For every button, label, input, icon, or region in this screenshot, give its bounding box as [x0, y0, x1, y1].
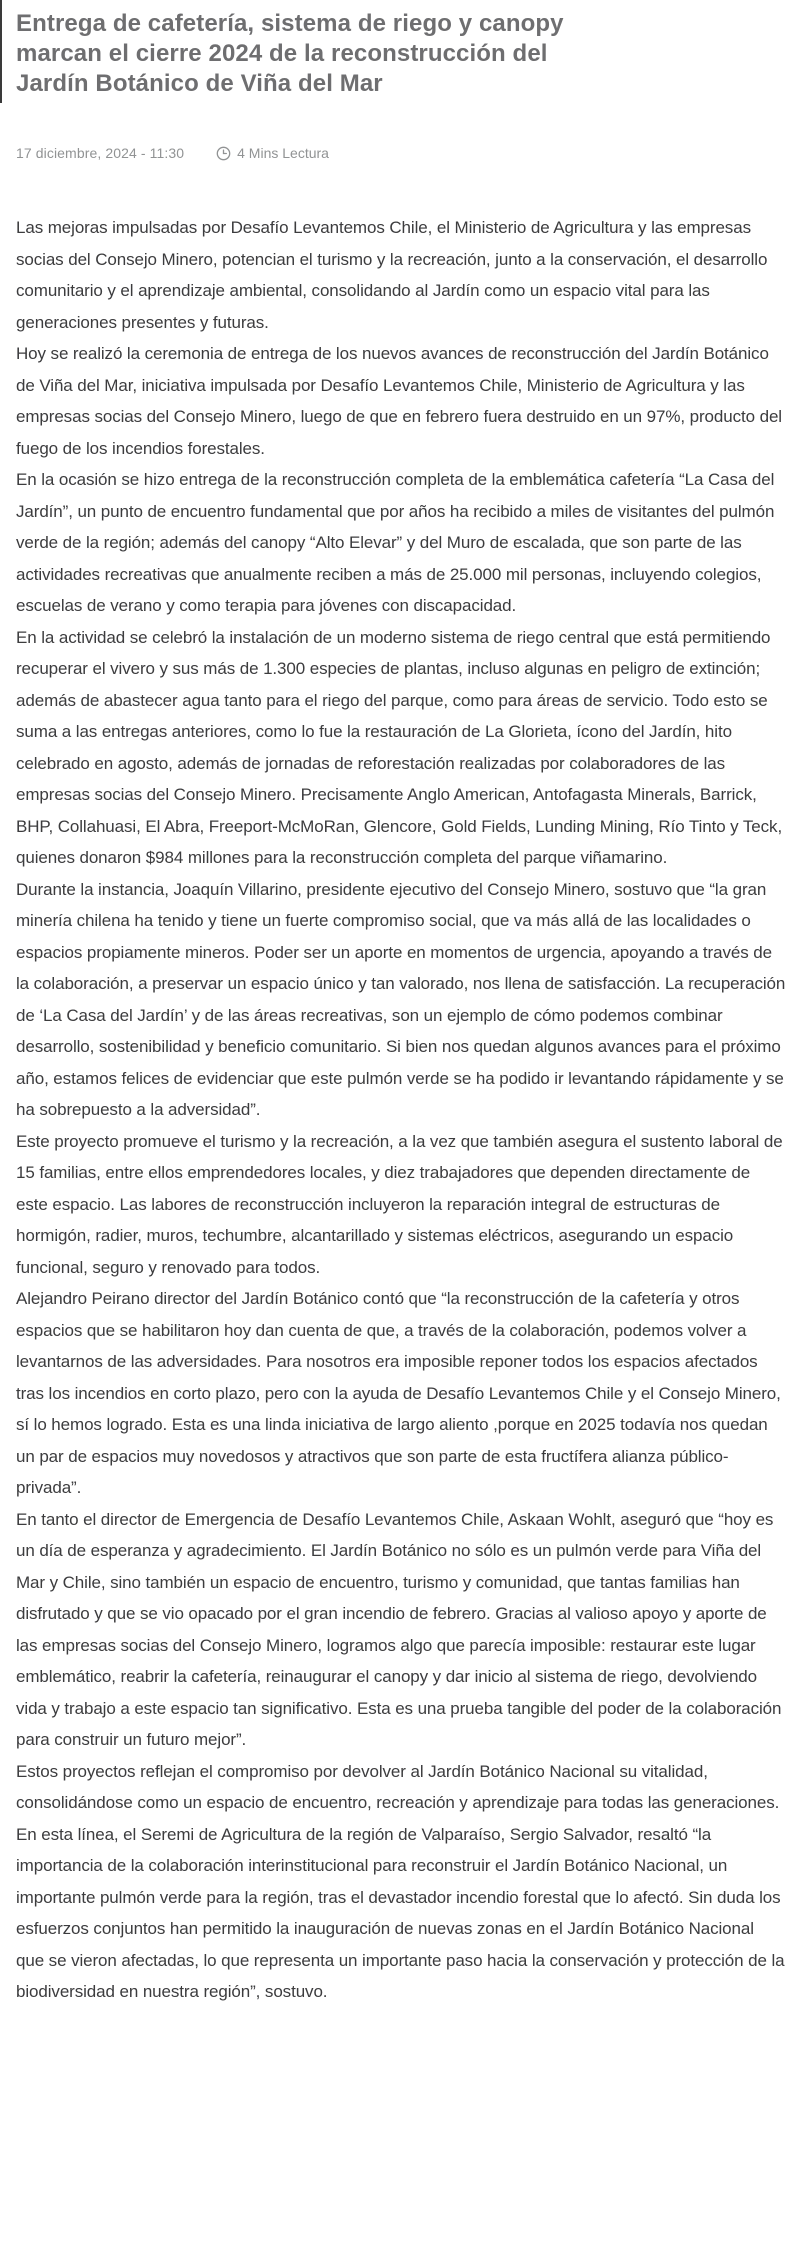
article-paragraph: Este proyecto promueve el turismo y la recreación, a la vez que también asegura el sustento laboral de 15 familias, entre ellos emprendedores locales, y diez trabajadores que dependen directamente de este espacio. Las labores de reconstrucción incluyeron la reparación integral de estructuras de hormigón, radier, muros, techumbre, alcantarillado y sistemas eléctricos, asegurando un espacio funcional, seguro y renovado para todos. [16, 1131, 783, 1277]
article-paragraph: Estos proyectos reflejan el compromiso por devolver al Jardín Botánico Nacional su vitalidad, consolidándose como un espacio de encuentro, recreación y aprendizaje para todas las generaciones. En esta línea, el Seremi de Agricultura de la región de Valparaíso, Sergio Salvador, resaltó “la importancia de la colaboración interinstitucional para reconstruir el Jardín Botánico Nacional, un importante pulmón verde para la región, tras el devastador incendio forestal que lo afectó. Sin duda los esfuerzos conjuntos han permitido la inauguración de nuevas zonas en el Jardín Botánico Nacional que se vieron afectadas, lo que representa un importante paso hacia la conservación y protección de la biodiversidad en nuestra región”, sostuvo. [16, 1761, 785, 2001]
read-time [216, 145, 329, 161]
article-paragraph: En la ocasión se hizo entrega de la reconstrucción completa de la emblemática cafetería “La Casa del Jardín”, un punto de encuentro fundamental que por años ha recibido a miles de visitantes del pulmón verde de la región; además del canopy “Alto Elevar” y del Muro de escalada, que son parte de las actividades recreativas que anualmente reciben a más de 25.000 mil personas, incluyendo colegios, escuelas de verano y como terapia para jóvenes con discapacidad. [16, 470, 775, 615]
left-edge-line [0, 0, 2, 103]
article-paragraph: Las mejoras impulsadas por Desafío Levantemos Chile, el Ministerio de Agricultura y las empresas socias del Consejo Minero, potencian el turismo y la recreación, junto a la conservación, el desarrollo comunitario y el aprendizaje ambiental, consolidando al Jardín como un espacio vital para las generaciones presentes y futuras. [16, 218, 768, 332]
article-body [16, 212, 786, 2008]
publish-date: 17 diciembre, 2024 - 11:30 [16, 145, 185, 161]
clock-icon [216, 146, 231, 161]
article-title: Entrega de cafetería, sistema de riego y canopy marcan el cierre 2024 de la reconstrucción del Jardín Botánico de Viña del Mar [16, 10, 564, 97]
article-paragraph: Hoy se realizó la ceremonia de entrega de los nuevos avances de reconstrucción del Jardín Botánico de Viña del Mar, iniciativa impulsada por Desafío Levantemos Chile, Ministerio de Agricultura y las empresas socias del Consejo Minero, luego de que en febrero fuera destruido en un 97%, producto del fuego de los incendios forestales. [16, 344, 782, 458]
article-meta [16, 144, 786, 162]
article-paragraph: En la actividad se celebró la instalación de un moderno sistema de riego central que está permitiendo recuperar el vivero y sus más de 1.300 especies de plantas, incluso algunas en peligro de extinción; además de abastecer agua tanto para el riego del parque, como para áreas de servicio. Todo esto se suma a las entregas anteriores, como lo fue la restauración de La Glorieta, ícono del Jardín, hito celebrado en agosto, además de jornadas de reforestación realizadas por colaboradores de las empresas socias del Consejo Minero. Precisamente Anglo American, Antofagasta Minerals, Barrick, BHP, Collahuasi, El Abra, Freeport-McMoRan, Glencore, Gold Fields, Lunding Mining, Río Tinto y Teck, quienes donaron $984 millones para la reconstrucción completa del parque viñamarino. [16, 627, 783, 867]
article-paragraph: En tanto el director de Emergencia de Desafío Levantemos Chile, Askaan Wohlt, aseguró que “hoy es un día de esperanza y agradecimiento. El Jardín Botánico no sólo es un pulmón verde para Viña del Mar y Chile, sino también un espacio de encuentro, turismo y comunidad, que tantas familias han disfrutado y que se vio opacado por el gran incendio de febrero. Gracias al valioso apoyo y aporte de las empresas socias del Consejo Minero, logramos algo que parecía imposible: restaurar este lugar emblemático, reabrir la cafetería, reinaugurar el canopy y dar inicio al sistema de riego, devolviendo vida y trabajo a este espacio tan significativo. Esta es una prueba tangible del poder de la colaboración para construir un futuro mejor”. [16, 1509, 782, 1749]
article-paragraph: Durante la instancia, Joaquín Villarino, presidente ejecutivo del Consejo Minero, sostuvo que “la gran minería chilena ha tenido y tiene un fuerte compromiso social, que va más allá de las localidades o espacios propiamente mineros. Poder ser un aporte en momentos de urgencia, apoyando a través de la colaboración, a preservar un espacio único y tan valorado, nos llena de satisfacción. La recuperación de ‘La Casa del Jardín’ y de las áreas recreativas, son un ejemplo de cómo podemos combinar desarrollo, sostenibilidad y beneficio comunitario. Si bien nos quedan algunos avances para el próximo año, estamos felices de evidenciar que este pulmón verde se ha podido ir levantando rápidamente y se ha sobrepuesto a la adversidad”. [16, 879, 786, 1119]
read-time-label: 4 Mins Lectura [237, 145, 329, 161]
article-paragraph: Alejandro Peirano director del Jardín Botánico contó que “la reconstrucción de la cafetería y otros espacios que se habilitaron hoy dan cuenta de que, a través de la colaboración, podemos volver a levantarnos de las adversidades. Para nosotros era imposible reponer todos los espacios afectados tras los incendios en corto plazo, pero con la ayuda de Desafío Levantemos Chile y el Consejo Minero, sí lo hemos logrado. Esta es una linda iniciativa de largo aliento ,porque en 2025 todavía nos quedan un par de espacios muy novedosos y atractivos que son parte de esta fructífera alianza público-privada”. [16, 1289, 781, 1497]
